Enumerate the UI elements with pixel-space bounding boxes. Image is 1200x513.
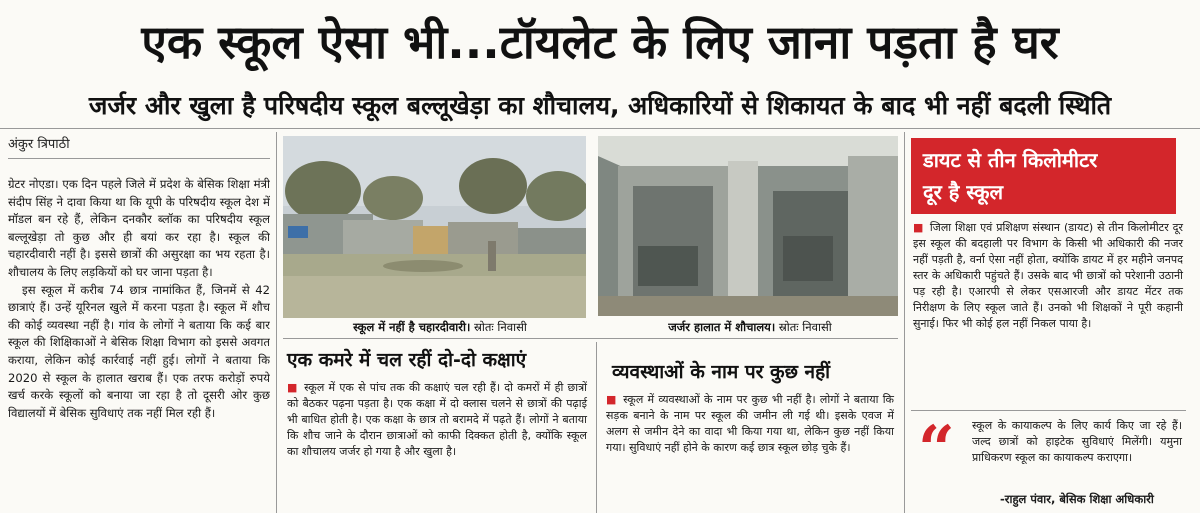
- column-divider: [276, 132, 277, 513]
- photo1-source: स्रोतः निवासी: [473, 320, 527, 334]
- box2-title: व्यवस्थाओं के नाम पर कुछ नहीं: [612, 361, 831, 383]
- side-text: जिला शिक्षा एवं प्रशिक्षण संस्थान (डायट) से तीन किलोमीटर दूर इस स्कूल की बदहाली पर विभाग के किसी भी अधिकारी की नजर नहीं पड़ती है, वर्ना ऐसा नहीं होता, क्योंकि डायट में हर महीने जनपद स्तर के अधिकारी पहुंचते हैं। उसके बाद भी छात्रों को परेशानी उठानी पड़ रही है। एआरपी से लेकर एसआरजी और डायट मेंटर तक निरीक्षण के लिए स्कूल जाते हैं। उनको भी शिक्षकों ने पूरी कहानी सुनाई। फिर भी कोई हल नहीं निकल पाया है।: [913, 221, 1183, 330]
- divider: [283, 338, 898, 339]
- divider: [0, 128, 1200, 129]
- story-paragraph: ग्रेटर नोएडा। एक दिन पहले जिले में प्रदेश के बेसिक शिक्षा मंत्री संदीप सिंह ने दावा किया था कि यूपी के परिषदीय स्कूल देश में मॉडल बन रहे हैं, लेकिन दनकौर ब्लॉक का परिषदीय स्कूल बल्लूखेड़ा तो कुछ और ही बयां कर रहा है। स्कूल की चहारदीवारी नहीं है। इससे छात्रों की असुरक्षा का भय रहता है। शौचालय के लिए लड़कियों को घर जाना पड़ता है।: [8, 177, 270, 279]
- box2-text: स्कूल में व्यवस्थाओं के नाम पर कुछ भी नहीं है। लोगों ने बताया कि सड़क बनाने के नाम पर स्कूल की जमीन ली गई थी। इसके एवज में अलग से जमीन देने का वादा भी किया गया था, लेकिन कुछ नहीं किया गया। सुविधाएं नहीं होने के कारण कई छात्र स्कूल छोड़ चुके हैं।: [606, 393, 894, 454]
- toilet-photo: [598, 136, 898, 316]
- box1-title: एक कमरे में चल रहीं दो-दो कक्षाएं: [287, 349, 527, 371]
- divider: [911, 410, 1186, 411]
- quote-icon: “: [918, 412, 955, 487]
- box1-body: [287, 380, 587, 460]
- school-photo: [283, 136, 586, 318]
- column-divider: [596, 342, 597, 513]
- headline: एक स्कूल ऐसा भी...टॉयलेट के लिए जाना पड़ता है घर: [141, 15, 1059, 69]
- main-story: [8, 176, 270, 512]
- column-divider: [904, 132, 905, 513]
- photo2-caption-text: जर्जर हालात में शौचालय।: [668, 320, 776, 334]
- box1-text: स्कूल में एक से पांच तक की कक्षाएं चल रही हैं। दो कमरों में ही छात्रों को बैठकर पढ़ना पड़ता है। एक कक्षा में दो क्लास चलने से छात्रों की पढ़ाई भी बाधित होती है। एक कक्षा के छात्र तो बरामदे में पढ़ते हैं। लोगों ने बताया कि शौच जाने के दौरान छात्राओं को काफी दिक्कत होती है, क्योंकि स्कूल का शौचालय जर्जर हो गया है और खुला है।: [287, 381, 587, 458]
- story-paragraph: इस स्कूल में करीब 74 छात्र नामांकित हैं, जिनमें से 42 छात्राएं हैं। उन्हें यूरिनल खुले में करना पड़ता है। स्कूल में शौच की कोई व्यवस्था नहीं है। गांव के लोगों ने बताया कि कई बार स्कूल की शिक्षिकाओं ने बेसिक शिक्षा विभाग को इससे अवगत कराया, लेकिन कोई कार्रवाई नहीं हुई। लोगों ने बताया कि 2020 से स्कूल के हालात खराब हैं। एक तरफ करोड़ों रुपये खर्च करके स्कूलों को बनाया जा रहा है तो दूसरी ओर कुछ विद्यालयों में बेसिक सुविधाएं तक नहीं मिल रही हैं।: [8, 282, 270, 420]
- side-title-line2: दूर है स्कूल: [923, 180, 1004, 204]
- bullet-icon: ■: [606, 393, 618, 406]
- side-title: [911, 138, 1176, 214]
- divider: [8, 158, 270, 159]
- photo2-source: स्रोतः निवासी: [778, 320, 832, 334]
- photo1-caption-text: स्कूल में नहीं है चहारदीवारी।: [353, 320, 471, 334]
- subheadline: जर्जर और खुला है परिषदीय स्कूल बल्लूखेड़ा का शौचालय, अधिकारियों से शिकायत के बाद भी नहीं बदली स्थिति: [88, 91, 1112, 120]
- photo2-caption: [600, 320, 900, 335]
- bullet-icon: ■: [913, 221, 924, 234]
- box2-body: [606, 392, 894, 456]
- side-body: [913, 220, 1183, 332]
- byline: अंकुर त्रिपाठी: [8, 137, 70, 152]
- photo1-caption: [290, 320, 590, 335]
- quote-author: -राहुल पंवार, बेसिक शिक्षा अधिकारी: [1000, 492, 1154, 506]
- quote-text: स्कूल के कायाकल्प के लिए कार्य किए जा रहे हैं। जल्द छात्रों को हाइटेक सुविधाएं मिलेंगी। यमुना प्राधिकरण स्कूल का कायाकल्प कराएगा।: [972, 419, 1182, 464]
- bullet-icon: ■: [287, 381, 299, 394]
- side-title-line1: डायट से तीन किलोमीटर: [923, 148, 1098, 172]
